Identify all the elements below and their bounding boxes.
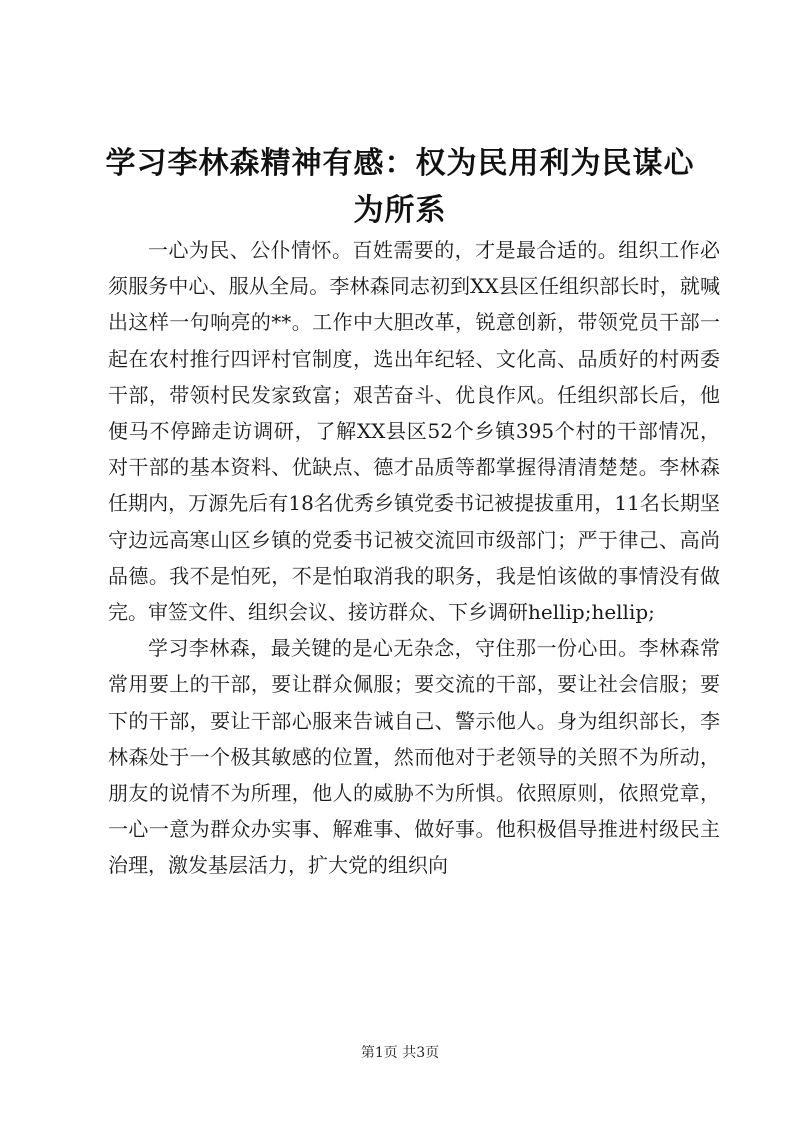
document-body xyxy=(108,232,720,884)
page-number-footer: 第1页 共3页 xyxy=(360,1045,440,1061)
paragraph-2: 学习李林森，最关键的是心无杂念，守住那一份心田。李林森常常用要上的干部，要让群众佩服；要交流的干部，要让社会信服；要下的干部，要让干部心服来告诫自己、警示他人。身为组织部长，李林森处于一个极其敏感的位置，然而他对于老领导的关照不为所动，朋友的说情不为所理，他人的威胁不为所惧。依照原则，依照党章，一心一意为群众办实事、解难事、做好事。他积极倡导推进村级民主治理，激发基层活力，扩大党的组织向 xyxy=(108,636,720,878)
document-title: 学习李林森精神有感：权为民用利为民谋心为所系 xyxy=(105,146,695,228)
paragraph-1: 一心为民、公仆情怀。百姓需要的，才是最合适的。组织工作必须服务中心、服从全局。李林森同志初到XX县区任组织部长时，就喊出这样一句响亮的**。工作中大胆改革，锐意创新，带领党员干部一起在农村推行四评村官制度，选出年纪轻、文化高、品质好的村两委干部，带领村民发家致富；艰苦奋斗、优良作风。任组织部长后，他便马不停蹄走访调研，了解XX县区52个乡镇395个村的干部情况，对干部的基本资料、优缺点、德才品质等都掌握得清清楚楚。李林森任期内，万源先后有18名优秀乡镇党委书记被提拔重用，11名长期坚守边远高寒山区乡镇的党委书记被交流回市级部门；严于律己、高尚品德。我不是怕死，不是怕取消我的职务，我是怕该做的事情没有做完。审签文件、组织会议、接访群众、下乡调研hellip;hellip; xyxy=(108,238,720,625)
